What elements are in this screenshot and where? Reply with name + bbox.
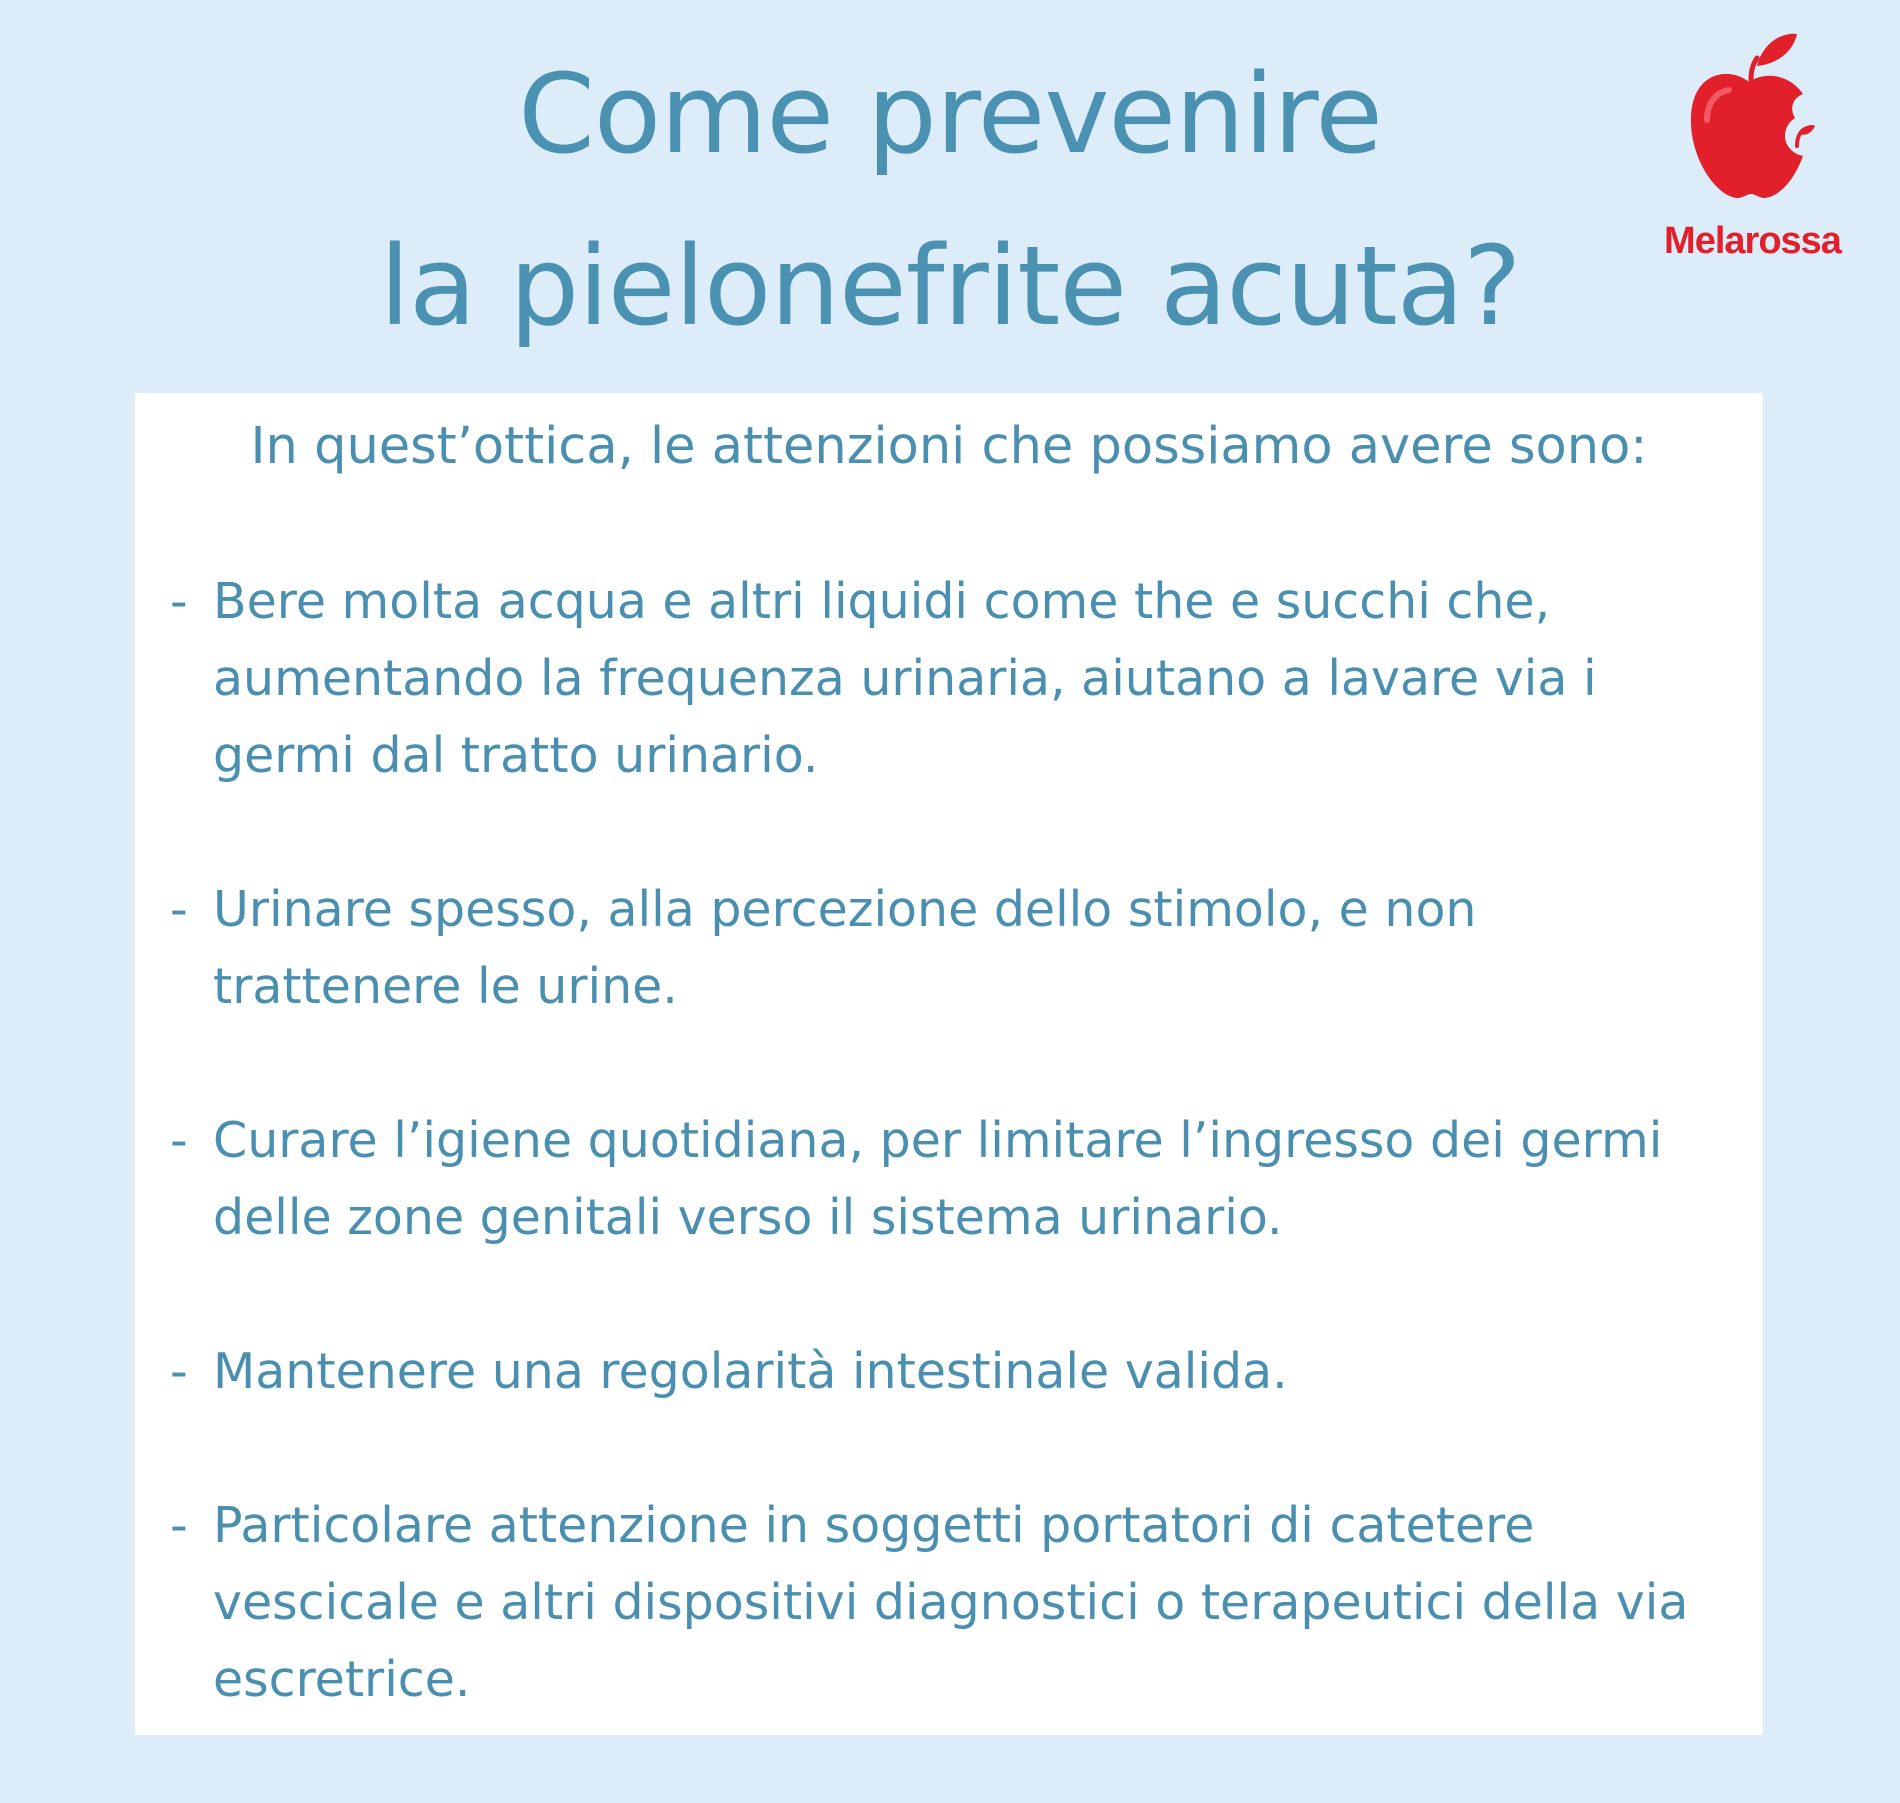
title-line-2: la pielonefrite acuta? [379,222,1521,350]
content-card [135,393,1763,1735]
bullet-dash: - [170,1343,188,1400]
intro-text: In quest’ottica, le attenzioni che possiamo avere sono: [250,417,1648,476]
list-item [170,1333,1730,1410]
list-item [170,1487,1730,1718]
bullet-dash: - [170,1112,188,1169]
list-item-text: Mantenere una regolarità intestinale valida. [213,1343,1288,1400]
bullet-dash: - [170,1497,188,1554]
prevention-list [170,563,1730,1795]
list-item-text: Particolare attenzione in soggetti portatori di catetere vescicale e altri dispositivi diagnostici o terapeutici della via escretrice. [213,1497,1689,1708]
list-item [170,563,1730,794]
bullet-dash: - [170,573,188,630]
page-title [0,28,1900,372]
melarossa-logo[interactable] [1645,28,1860,268]
list-item [170,871,1730,1025]
title-line-1: Come prevenire [518,50,1382,178]
list-item [170,1102,1730,1256]
logo-wordmark: Melarossa [1664,220,1841,262]
list-item-text: Curare l’igiene quotidiana, per limitare l’ingresso dei germi delle zone genitali verso il sistema urinario. [213,1112,1663,1246]
list-item-text: Bere molta acqua e altri liquidi come the e succhi che, aumentando la frequenza urinaria, aiutano a lavare via i germi dal tratto urinario. [213,573,1597,784]
apple-icon [1685,28,1815,203]
list-item-text: Urinare spesso, alla percezione dello stimolo, e non trattenere le urine. [213,881,1477,1015]
bullet-dash: - [170,881,188,938]
